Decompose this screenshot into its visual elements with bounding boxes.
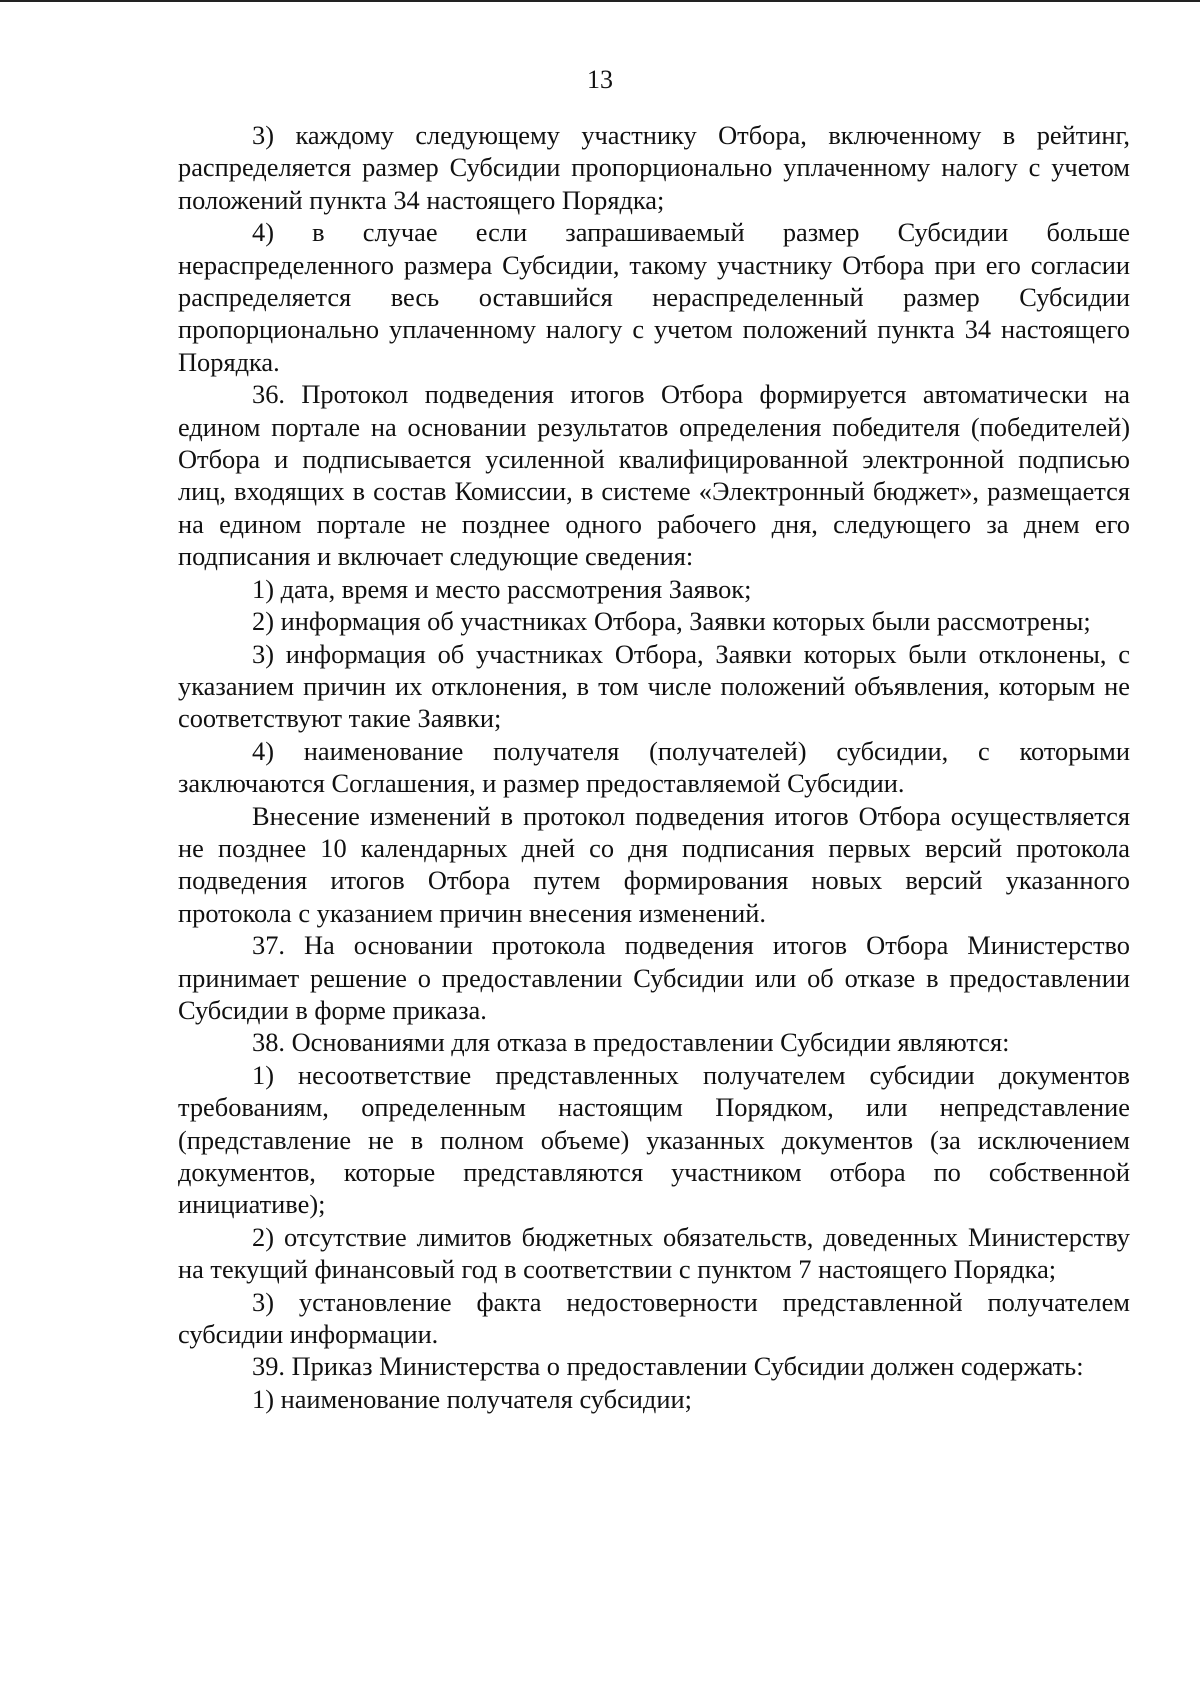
- paragraph-clause-36: 36. Протокол подведения итогов Отбора формируется автоматически на едином портале на основании результатов определения победителя (победителей) Отбора и подписывается усиленной квалифицированной электронной подписью лиц, входящих в состав Комиссии, в системе «Электронный бюджет», размещается на едином портале не позднее одного рабочего дня, следующего за днем его подписания и включает следующие сведения:: [178, 379, 1130, 572]
- paragraph-clause-38-item-1: 1) несоответствие представленных получателем субсидии документов требованиям, определенным настоящим Порядком, или непредставление (представление не в полном объеме) указанных документов (за исключением документов, которые представляются участником отбора по собственной инициативе);: [178, 1059, 1130, 1220]
- paragraph-clause-38-item-2: 2) отсутствие лимитов бюджетных обязательств, доведенных Министерству на текущий финансовый год в соответствии с пунктом 7 настоящего Порядка;: [178, 1221, 1130, 1285]
- paragraph-clause-36-item-1: 1) дата, время и место рассмотрения Заявок;: [252, 573, 752, 604]
- paragraph-clause-39-item-1: 1) наименование получателя субсидии;: [252, 1383, 692, 1414]
- paragraph-clause-38: 38. Основаниями для отказа в предоставлении Субсидии являются:: [252, 1027, 1010, 1058]
- page-number: 13: [587, 65, 613, 94]
- paragraph-protocol-changes: Внесение изменений в протокол подведения итогов Отбора осуществляется не позднее 10 календарных дней со дня подписания первых версий протокола подведения итогов Отбора путем формирования новых версий указанного протокола с указанием причин внесения изменений.: [178, 800, 1130, 928]
- paragraph-clause-36-item-3: 3) информация об участниках Отбора, Заявки которых были отклонены, с указанием причин их отклонения, в том числе положений объявления, которым не соответствуют такие Заявки;: [178, 638, 1130, 734]
- paragraph-item-3: 3) каждому следующему участнику Отбора, включенному в рейтинг, распределяется размер Субсидии пропорционально уплаченному налогу с учетом положений пункта 34 настоящего Порядка;: [178, 120, 1130, 215]
- paragraph-clause-38-item-3: 3) установление факта недостоверности представленной получателем субсидии информации.: [178, 1286, 1130, 1350]
- document-body: [178, 119, 1130, 1415]
- paragraph-clause-39: 39. Приказ Министерства о предоставлении Субсидии должен содержать:: [252, 1351, 1084, 1382]
- paragraph-clause-36-item-2: 2) информация об участниках Отбора, Заявки которых были рассмотрены;: [252, 606, 1091, 637]
- page-top-edge: [0, 0, 1200, 2]
- paragraph-clause-37: 37. На основании протокола подведения итогов Отбора Министерство принимает решение о предоставлении Субсидии или об отказе в предоставлении Субсидии в форме приказа.: [178, 930, 1130, 1025]
- paragraph-clause-36-item-4: 4) наименование получателя (получателей) субсидии, с которыми заключаются Соглашения, и размер предоставляемой Субсидии.: [178, 735, 1130, 799]
- paragraph-item-4: 4) в случае если запрашиваемый размер Субсидии больше нераспределенного размера Субсидии, такому участнику Отбора при его согласии распределяется весь оставшийся нераспределенный размер Субсидии пропорционально уплаченному налогу с учетом положений пункта 34 настоящего Порядка.: [178, 217, 1130, 377]
